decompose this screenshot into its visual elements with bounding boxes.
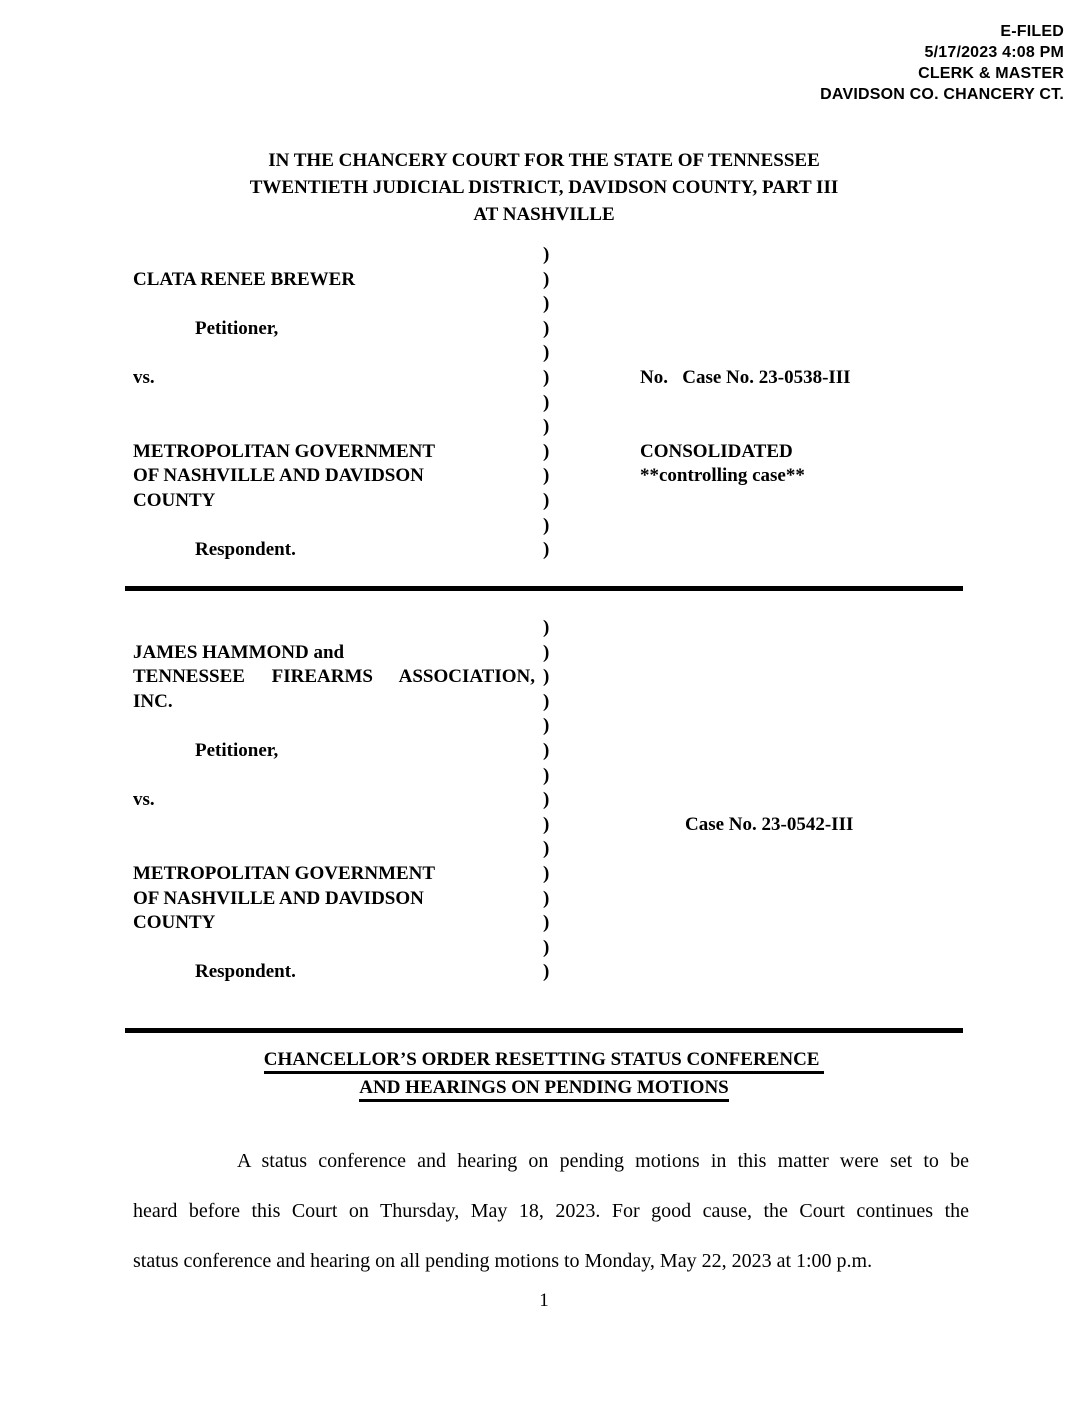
caption-paren: ) (543, 539, 550, 561)
caption-party-text (133, 514, 543, 539)
caption-paren: ) (543, 936, 550, 958)
caption-case-info (565, 641, 973, 666)
caption-paren: ) (543, 366, 550, 388)
caption-case-info (565, 489, 973, 514)
efiling-stamp-line: DAVIDSON CO. CHANCERY CT. (820, 86, 1064, 103)
caption-party-text (133, 837, 543, 862)
section-divider (125, 586, 963, 591)
caption-paren: ) (543, 961, 550, 983)
caption-row (133, 690, 973, 715)
caption-case-info (565, 887, 973, 912)
caption-party-text: CLATA RENEE BREWER (133, 268, 356, 290)
caption-row (133, 837, 973, 862)
caption-case-info (565, 690, 973, 715)
efiling-stamp (820, 21, 1064, 105)
caption-party-text (133, 391, 543, 416)
order-title-text: AND HEARINGS ON PENDING MOTIONS (359, 1077, 728, 1102)
caption-case-info (565, 788, 973, 813)
caption-paren: ) (543, 317, 550, 339)
caption-row (133, 538, 973, 563)
caption-party-text (133, 813, 543, 838)
caption-case-info (565, 837, 973, 862)
body-line: heard before this Court on Thursday, May 18, 2023. For good cause, the Court continues the (133, 1200, 969, 1222)
caption-party-text (133, 292, 543, 317)
court-header-line: IN THE CHANCERY COURT FOR THE STATE OF TENNESSEE (268, 150, 820, 171)
caption-paren: ) (543, 465, 550, 487)
caption-party-text: METROPOLITAN GOVERNMENT (133, 440, 436, 462)
efiling-stamp-line: E-FILED (1000, 23, 1064, 40)
caption-row (133, 739, 973, 764)
caption-row (133, 788, 973, 813)
court-header-line: TWENTIETH JUDICIAL DISTRICT, DAVIDSON COUNTY, PART III (249, 177, 839, 198)
caption-party-text: INC. (133, 690, 173, 712)
caption-case-info (565, 616, 973, 641)
caption-row (133, 415, 973, 440)
caption-case-info (565, 341, 973, 366)
order-title (0, 1046, 1088, 1102)
caption-case-info (565, 243, 973, 268)
efiling-stamp-line: CLERK & MASTER (918, 65, 1064, 82)
caption-row (133, 960, 973, 985)
caption-paren: ) (543, 617, 550, 638)
caption-paren: ) (543, 416, 550, 438)
caption-paren: ) (543, 342, 550, 364)
caption-party-text (133, 764, 543, 789)
body-line: A status conference and hearing on pending motions in this matter were set to be (237, 1150, 969, 1172)
caption-party-text (133, 714, 543, 739)
section-divider (125, 1028, 963, 1033)
caption-paren: ) (543, 268, 550, 290)
caption-row (133, 764, 973, 789)
caption-row (133, 464, 973, 489)
caption-paren: ) (543, 244, 550, 265)
caption-paren: ) (543, 862, 550, 884)
caption-row (133, 440, 973, 465)
caption-row (133, 813, 973, 838)
caption-paren: ) (543, 489, 550, 511)
order-title-text: CHANCELLOR’S ORDER RESETTING STATUS CONFERENCE (264, 1049, 824, 1074)
caption-paren: ) (543, 690, 550, 712)
caption-party-text: Petitioner, (195, 739, 279, 761)
caption-paren: ) (543, 838, 550, 860)
case-caption-brewer (133, 243, 973, 563)
caption-paren: ) (543, 666, 550, 688)
caption-party-text: TENNESSEE FIREARMS ASSOCIATION, (133, 666, 535, 688)
caption-case-info (565, 514, 973, 539)
caption-row (133, 341, 973, 366)
caption-case-info: CONSOLIDATED (640, 440, 793, 462)
caption-case-info (565, 391, 973, 416)
caption-party-text: JAMES HAMMOND and (133, 641, 345, 663)
caption-party-text: Respondent. (195, 539, 296, 561)
caption-case-info (565, 665, 973, 690)
caption-paren: ) (543, 813, 550, 835)
caption-party-text (133, 243, 543, 268)
caption-row (133, 616, 973, 641)
efiling-stamp-line: 5/17/2023 4:08 PM (924, 44, 1064, 61)
caption-row (133, 665, 973, 690)
caption-row (133, 714, 973, 739)
caption-case-info (565, 862, 973, 887)
caption-case-info (565, 960, 973, 985)
caption-party-text (133, 415, 543, 440)
caption-case-info (565, 415, 973, 440)
caption-row (133, 366, 973, 391)
caption-case-info (565, 317, 973, 342)
caption-party-text: OF NASHVILLE AND DAVIDSON (133, 887, 424, 909)
caption-case-info: Case No. 23-0542-III (685, 813, 854, 835)
caption-case-info (565, 911, 973, 936)
caption-row (133, 489, 973, 514)
caption-row (133, 268, 973, 293)
caption-party-text: vs. (133, 366, 155, 388)
caption-party-text: COUNTY (133, 912, 216, 934)
caption-row (133, 887, 973, 912)
caption-row (133, 317, 973, 342)
caption-row (133, 911, 973, 936)
caption-paren: ) (543, 887, 550, 909)
order-title-line (0, 1046, 1088, 1074)
caption-row (133, 391, 973, 416)
caption-row (133, 862, 973, 887)
caption-paren: ) (543, 440, 550, 462)
order-title-line (0, 1074, 1088, 1102)
caption-paren: ) (543, 641, 550, 663)
caption-row (133, 243, 973, 268)
caption-paren: ) (543, 514, 550, 536)
caption-party-text (133, 616, 543, 641)
caption-paren: ) (543, 764, 550, 786)
caption-party-text (133, 936, 543, 961)
body-line: status conference and hearing on all pending motions to Monday, May 22, 2023 at 1:00 p.m. (133, 1250, 873, 1272)
caption-row (133, 514, 973, 539)
caption-paren: ) (543, 912, 550, 934)
caption-party-text: OF NASHVILLE AND DAVIDSON (133, 465, 424, 487)
page-number: 1 (539, 1290, 549, 1311)
court-header (0, 147, 1088, 228)
caption-paren: ) (543, 391, 550, 413)
caption-case-info (565, 764, 973, 789)
caption-party-text: METROPOLITAN GOVERNMENT (133, 862, 436, 884)
caption-party-text: Petitioner, (195, 317, 279, 339)
caption-case-info (565, 538, 973, 563)
caption-paren: ) (543, 789, 550, 811)
caption-case-info: **controlling case** (640, 465, 805, 487)
caption-party-text (133, 341, 543, 366)
caption-case-info: No. Case No. 23-0538-III (640, 366, 851, 388)
caption-party-text: COUNTY (133, 489, 216, 511)
caption-paren: ) (543, 715, 550, 737)
caption-party-text: vs. (133, 789, 155, 811)
caption-case-info (565, 936, 973, 961)
caption-paren: ) (543, 739, 550, 761)
caption-case-info (565, 292, 973, 317)
caption-row (133, 936, 973, 961)
caption-paren: ) (543, 293, 550, 315)
caption-case-info (565, 714, 973, 739)
caption-case-info (565, 739, 973, 764)
caption-row (133, 292, 973, 317)
order-body-paragraph (133, 1136, 969, 1286)
caption-case-info (565, 268, 973, 293)
caption-party-text: Respondent. (195, 961, 296, 983)
case-caption-hammond (133, 616, 973, 985)
caption-row (133, 641, 973, 666)
court-header-line: AT NASHVILLE (473, 204, 615, 225)
